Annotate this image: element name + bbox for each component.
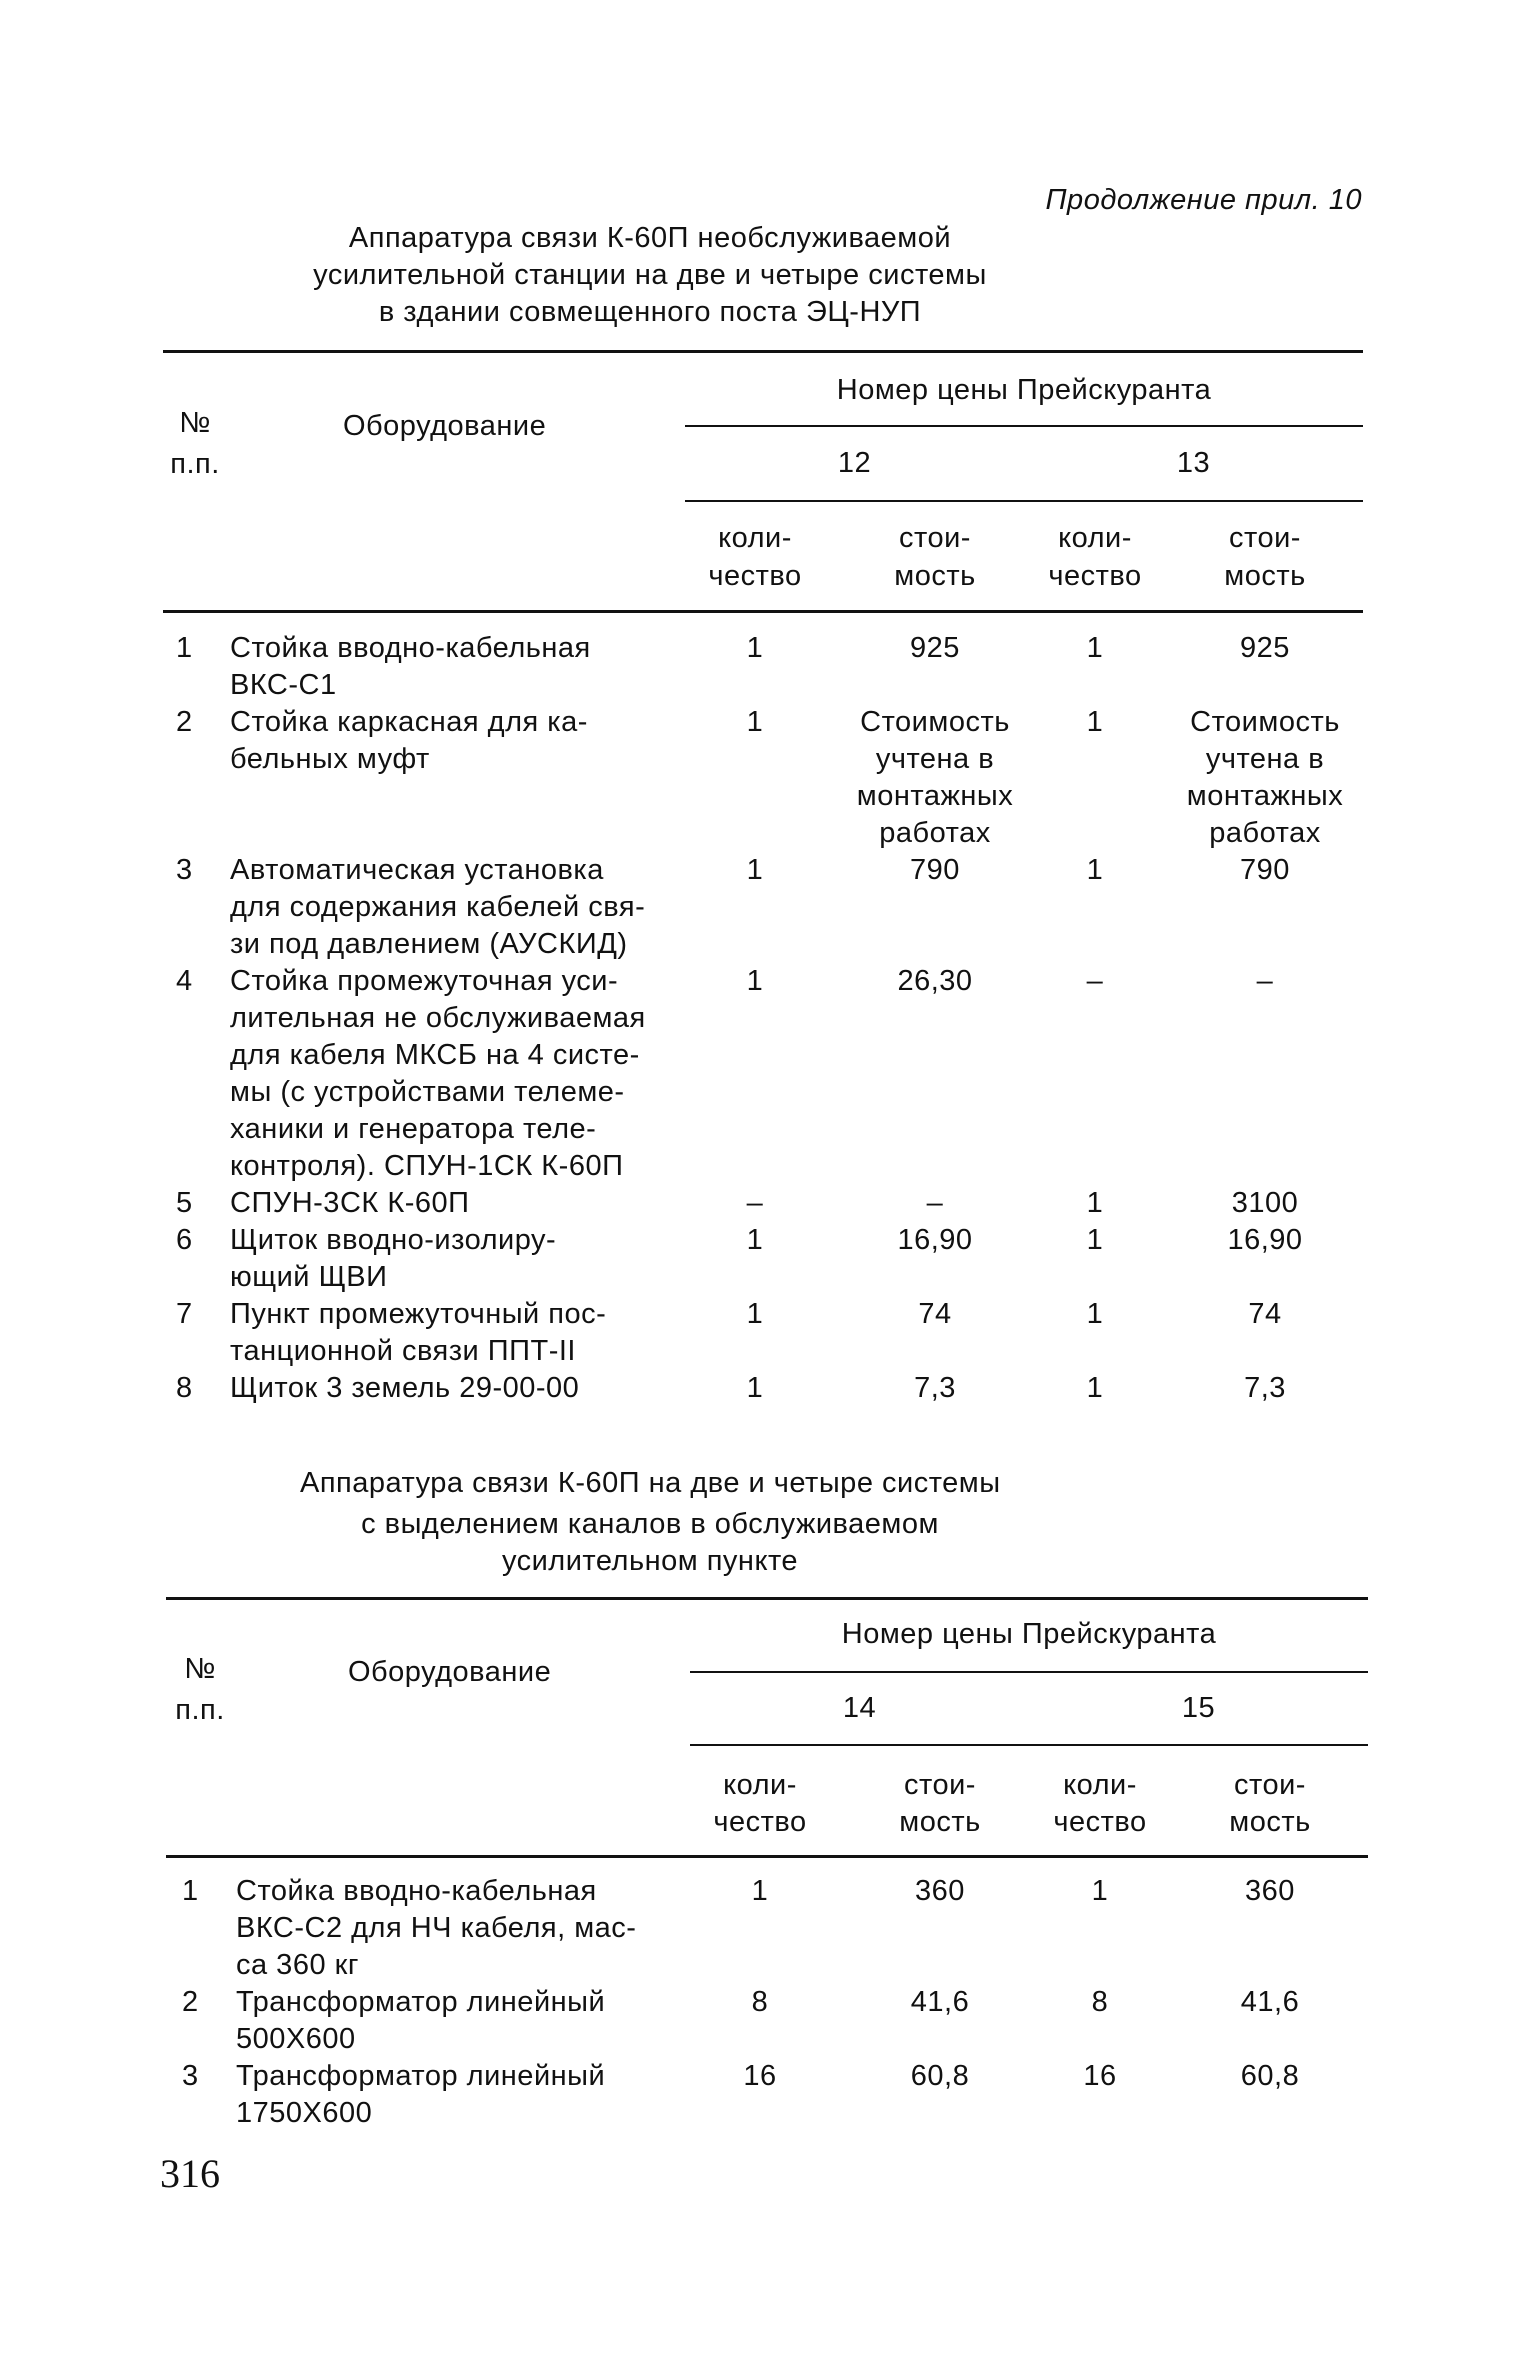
table2-header-qty-b-line2: чество [1053,1806,1147,1838]
table1-header-num-line1: № [179,407,211,439]
equipment-name-line: для кабеля МКСБ на 4 систе- [230,1039,640,1071]
quantity-cell: 1 [746,854,764,886]
equipment-name-line: Стойка каркасная для ка- [230,706,588,738]
quantity-cell: 1 [1086,1187,1104,1219]
row-number: 8 [176,1372,193,1404]
table1-header-equipment: Оборудование [343,410,547,442]
table2-header-qty-a-line1: коли- [723,1769,797,1801]
page-number: 316 [160,2151,220,2196]
equipment-name-line: для содержания кабелей свя- [230,891,646,923]
quantity-cell: 1 [1086,1372,1104,1404]
cost-cell-line: 26,30 [897,965,973,997]
table1-header-group-b: 13 [1176,447,1211,479]
cost-cell-line: 74 [918,1298,952,1330]
table2-header-cost-b-line1: стои- [1234,1769,1306,1801]
table2-header-group-b: 15 [1181,1692,1216,1724]
table2-header-qty-b-line1: коли- [1063,1769,1137,1801]
cost-cell-line: 16,90 [897,1224,973,1256]
table1-header-cost-b-line1: стои- [1229,522,1301,554]
equipment-name-line: Пункт промежуточный пос- [230,1298,607,1330]
equipment-name-line: Автоматическая установка [230,854,604,886]
equipment-name-line: 500Х600 [236,2023,356,2055]
cost-cell-line: 360 [915,1875,965,1907]
table2-top-rule [166,1597,1368,1600]
table2-header-num-line1: № [184,1653,216,1685]
row-number: 6 [176,1224,193,1256]
table1-header-group-a: 12 [837,447,872,479]
table2-header-equipment: Оборудование [348,1656,552,1688]
equipment-name-line: СПУН-3СК К-60П [230,1187,470,1219]
cost-cell-line: 925 [1240,632,1290,664]
table1-title-line1: Аппаратура связи К-60П необслуживаемой [348,222,952,254]
equipment-name-line: мы (с устройствами телеме- [230,1076,625,1108]
quantity-cell: 1 [746,706,764,738]
quantity-cell: 1 [1086,1298,1104,1330]
equipment-name-line: бельных муфт [230,743,430,775]
equipment-name-line: зи под давлением (АУСКИД) [230,928,628,960]
cost-cell-line: монтажных [1186,780,1344,812]
equipment-name-line: ВКС-С2 для НЧ кабеля, мас- [236,1912,637,1944]
equipment-name-line: Щиток вводно-изолиру- [230,1224,557,1256]
table2-title-line1: Аппаратура связи К-60П на две и четыре системы [300,1467,1001,1499]
quantity-cell: 1 [1086,1224,1104,1256]
table2-header-bottom-rule [166,1855,1368,1858]
table1-title-line3: в здании совмещенного поста ЭЦ-НУП [378,296,922,328]
quantity-cell: 1 [751,1875,769,1907]
row-number: 3 [182,2060,199,2092]
table1-header-num-line2: п.п. [170,448,220,480]
row-number: 1 [176,632,193,664]
table1-header-qty-a-line1: коли- [718,522,792,554]
quantity-cell: 1 [746,632,764,664]
table1-header-cost-a-line2: мость [894,560,976,592]
equipment-name-line: танционной связи ППТ-II [230,1335,576,1367]
table1-header-qty-b-line2: чество [1048,560,1142,592]
row-number: 1 [182,1875,199,1907]
table1-header-bottom-rule [163,610,1363,613]
equipment-name-line: са 360 кг [236,1949,359,1981]
cost-cell-line: 925 [910,632,960,664]
cost-cell-line: 60,8 [1240,2060,1300,2092]
cost-cell-line: 790 [1240,854,1290,886]
table1-header-rule-2 [685,500,1363,502]
cost-cell-line: учтена в [1205,743,1325,775]
table1-header-qty-a-line2: чество [708,560,802,592]
table2-title-line2: с выделением каналов в обслуживаемом [361,1508,939,1540]
equipment-name-line: Трансформатор линейный [236,1986,606,2018]
row-number: 2 [176,706,193,738]
table2-header-qty-a-line2: чество [713,1806,807,1838]
table2-title-line3: усилительном пункте [501,1545,799,1577]
cost-cell-line: 41,6 [910,1986,970,2018]
row-number: 5 [176,1187,193,1219]
cost-cell-line: 74 [1248,1298,1282,1330]
cost-cell-line: 60,8 [910,2060,970,2092]
cost-cell-line: – [926,1187,944,1219]
cost-cell-line: монтажных [856,780,1014,812]
equipment-name-line: Стойка вводно-кабельная [236,1875,597,1907]
row-number: 7 [176,1298,193,1330]
cost-cell-line: 16,90 [1227,1224,1303,1256]
table2-header-cost-b-line2: мость [1229,1806,1311,1838]
quantity-cell: 1 [1086,706,1104,738]
quantity-cell: 8 [751,1986,769,2018]
quantity-cell: 16 [743,2060,777,2092]
quantity-cell: 1 [1086,632,1104,664]
table1-title-line2: усилительной станции на две и четыре системы [313,259,987,291]
table2-header-cost-a-line2: мость [899,1806,981,1838]
equipment-name-line: Стойка вводно-кабельная [230,632,591,664]
table1-top-rule [163,350,1363,353]
cost-cell-line: 7,3 [914,1372,956,1404]
table1-header-qty-b-line1: коли- [1058,522,1132,554]
quantity-cell: – [1086,965,1104,997]
table2-header-num-line2: п.п. [175,1694,225,1726]
quantity-cell: – [746,1187,764,1219]
cost-cell-line: 360 [1245,1875,1295,1907]
cost-cell-line: – [1256,965,1274,997]
quantity-cell: 16 [1083,2060,1117,2092]
equipment-name-line: ВКС-С1 [230,669,337,701]
quantity-cell: 1 [1091,1875,1109,1907]
table2-header-rule-1 [690,1671,1368,1673]
equipment-name-line: контроля). СПУН-1СК К-60П [230,1150,624,1182]
table2-header-rule-2 [690,1744,1368,1746]
equipment-name-line: ющий ЩВИ [230,1261,388,1293]
cost-cell-line: 3100 [1231,1187,1299,1219]
row-number: 2 [182,1986,199,2018]
cost-cell-line: работах [879,817,991,849]
table1-header-price-number: Номер цены Прейскуранта [836,374,1212,406]
quantity-cell: 1 [746,1224,764,1256]
quantity-cell: 8 [1091,1986,1109,2018]
table2-header-cost-a-line1: стои- [904,1769,976,1801]
cost-cell-line: Стоимость [860,706,1010,738]
cost-cell-line: Стоимость [1190,706,1340,738]
equipment-name-line: Щиток 3 земель 29-00-00 [230,1372,580,1404]
quantity-cell: 1 [746,965,764,997]
continuation-note: Продолжение прил. 10 [1045,184,1362,216]
equipment-name-line: Стойка промежуточная уси- [230,965,619,997]
cost-cell-line: 41,6 [1240,1986,1300,2018]
table2-header-group-a: 14 [842,1692,877,1724]
cost-cell-line: работах [1209,817,1321,849]
row-number: 4 [176,965,193,997]
quantity-cell: 1 [746,1298,764,1330]
table1-header-cost-b-line2: мость [1224,560,1306,592]
table1-header-rule-1 [685,425,1363,427]
table2-header-price-number: Номер цены Прейскуранта [841,1618,1217,1650]
quantity-cell: 1 [1086,854,1104,886]
table1-header-cost-a-line1: стои- [899,522,971,554]
cost-cell-line: 790 [910,854,960,886]
cost-cell-line: учтена в [875,743,995,775]
row-number: 3 [176,854,193,886]
equipment-name-line: Трансформатор линейный [236,2060,606,2092]
equipment-name-line: лительная не обслуживаемая [230,1002,646,1034]
equipment-name-line: 1750Х600 [236,2097,373,2129]
cost-cell-line: 7,3 [1244,1372,1286,1404]
equipment-name-line: ханики и генератора теле- [230,1113,597,1145]
quantity-cell: 1 [746,1372,764,1404]
